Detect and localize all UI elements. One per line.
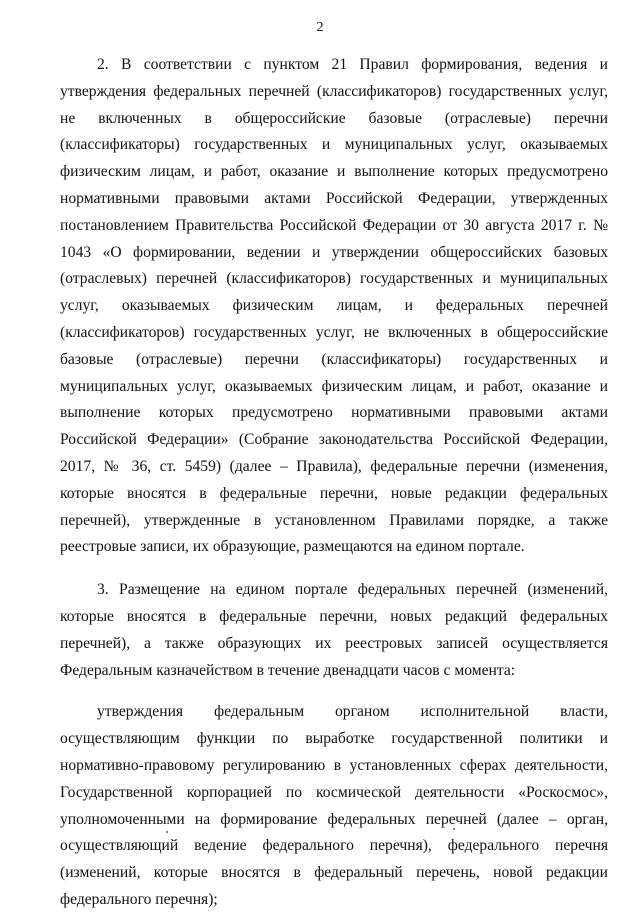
page-number: 2 [316,20,324,35]
paragraph-approval: утверждения федеральным органом исполнительной власти, осуществляющим функции по выработке государственной политики и нормативно-правовому регулированию в установленных сферах деятельности, Государственной корпорацией по космической деятельности «Роскосмос», уполномоченными на формирование федеральных перечней (далее – орган, осуществляющий ведение федерального перечня), федерального перечня (изменений, которые вносятся в федеральный перечень, новой редакции федерального перечня); [60,703,608,908]
scan-speck [453,828,455,830]
scan-speck [166,831,168,833]
paragraph-3: 3. Размещение на едином портале федеральных перечней (изменений, которые вносятся в федеральные перечни, новых редакций федеральных перечней), а также образующих их реестровых записей осуществляется Федеральным казначейством в течение двенадцати часов с момента: [60,581,608,679]
paragraph-2: 2. В соответствии с пунктом 21 Правил формирования, ведения и утверждения федеральных перечней (классификаторов) государственных услуг, не включенных в общероссийские базовые (отраслевые) перечни (классификаторы) государственных и муниципальных услуг, оказываемых физическим лицам, и работ, оказание и выполнение которых предусмотрено нормативными правовыми актами Российской Федерации, утвержденных постановлением Правительства Российской Федерации от 30 августа 2017 г. № 1043 «О формировании, ведении и утверждении общероссийских базовых (отраслевых) перечней (классификаторов) государственных и муниципальных услуг, оказываемых физическим лицам, и федеральных перечней (классификаторов) государственных услуг, не включенных в общероссийские базовые (отраслевые) перечни (классификаторы) государственных и муниципальных услуг, оказываемых физическим лицам, и работ, оказание и выполнение которых предусмотрено нормативными правовыми актами Российской Федерации» (Собрание законодательства Российской Федерации, 2017, № 36, ст. 5459) (далее – Правила), федеральные перечни (изменения, которые вносятся в федеральные перечни, новые редакции федеральных перечней), утвержденные в установленном Правилами порядке, а также реестровые записи, их образующие, размещаются на едином портале. [60,56,608,556]
document-body [60,52,608,914]
